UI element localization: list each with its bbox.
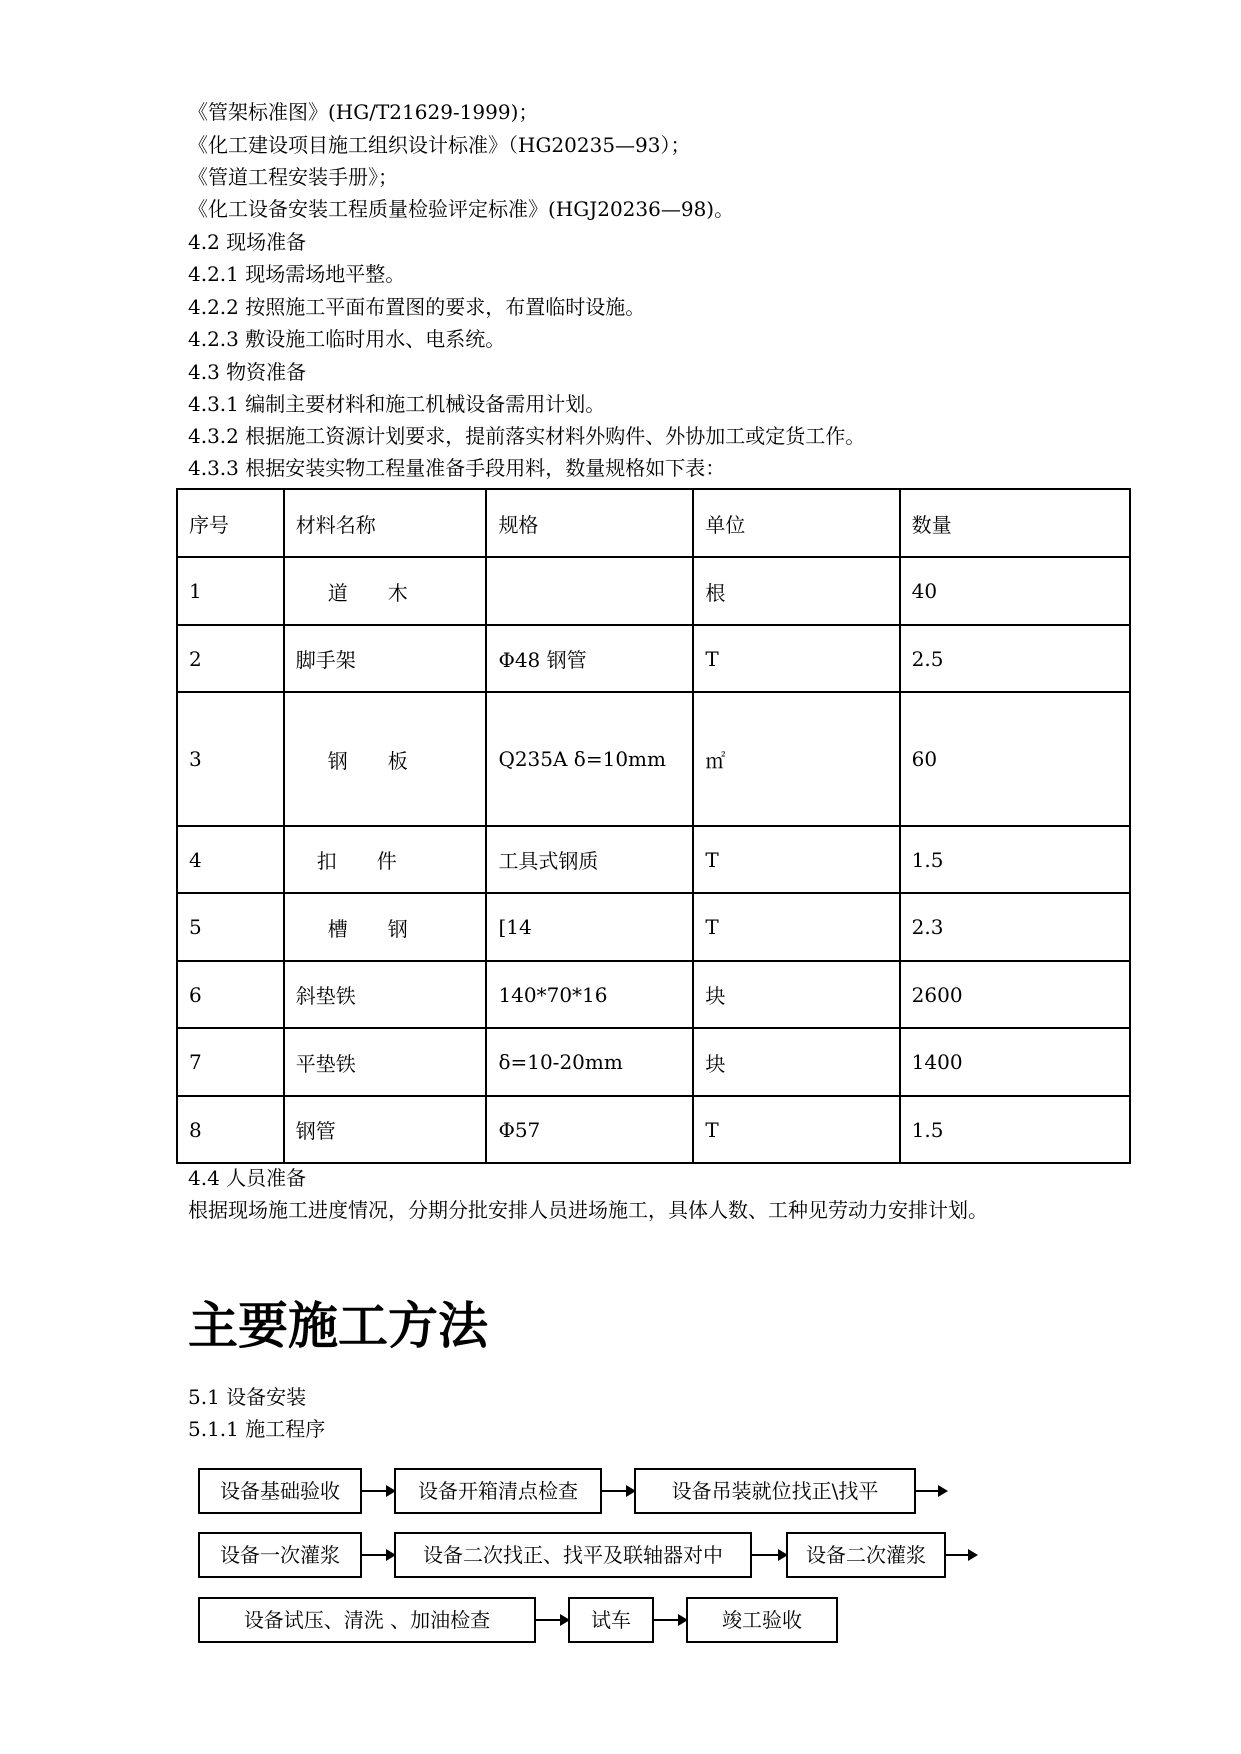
table-row: [177, 1028, 1130, 1096]
flow-step-pressure-test-cleaning: 设备试压、清洗 、加油检查: [198, 1597, 536, 1643]
section-5-1-1-title: 5.1.1 施工程序: [188, 1417, 326, 1441]
flow-step-second-alignment: 设备二次找正、找平及联轴器对中: [394, 1532, 752, 1578]
section-4-3-1: 4.3.1 编制主要材料和施工机械设备需用计划。: [188, 392, 606, 416]
table-row: [177, 625, 1130, 692]
flow-step-first-grouting: 设备一次灌浆: [198, 1532, 362, 1578]
cell-qty: 40: [900, 557, 1130, 625]
flow-arrow: [536, 1619, 568, 1621]
cell-unit: T: [693, 625, 899, 692]
cell-qty: 2600: [900, 961, 1130, 1028]
table-row: [177, 692, 1130, 826]
cell-unit: ㎡: [693, 692, 899, 826]
cell-no: 5: [177, 893, 284, 961]
cell-unit: 块: [693, 1028, 899, 1096]
cell-spec: Φ48 钢管: [486, 625, 693, 692]
flow-step-hoisting-alignment: 设备吊装就位找正\找平: [634, 1468, 916, 1514]
cell-unit: T: [693, 893, 899, 961]
cell-name: 斜垫铁: [284, 961, 487, 1028]
cell-spec: 工具式钢质: [486, 826, 693, 893]
cell-qty: 1400: [900, 1028, 1130, 1096]
header-qty: 数量: [900, 489, 1130, 557]
reference-pipe-rack-standard: 《管架标准图》(HG/T21629-1999)；: [188, 100, 539, 124]
flow-arrow: [946, 1554, 976, 1556]
cell-name: 钢管: [284, 1096, 487, 1163]
flow-step-completion-acceptance: 竣工验收: [686, 1597, 838, 1643]
cell-name: 脚手架: [284, 625, 487, 692]
section-5-1-title: 5.1 设备安装: [188, 1385, 307, 1409]
cell-qty: 2.3: [900, 893, 1130, 961]
cell-unit: 根: [693, 557, 899, 625]
table-row: [177, 893, 1130, 961]
cell-no: 3: [177, 692, 284, 826]
cell-qty: 60: [900, 692, 1130, 826]
cell-spec: 140*70*16: [486, 961, 693, 1028]
cell-unit: T: [693, 826, 899, 893]
section-4-3-2: 4.3.2 根据施工资源计划要求，提前落实材料外购件、外协加工或定货工作。: [188, 424, 866, 448]
cell-spec: δ=10-20mm: [486, 1028, 693, 1096]
flow-step-trial-run: 试车: [568, 1597, 654, 1643]
flow-arrow: [602, 1490, 634, 1492]
cell-unit: T: [693, 1096, 899, 1163]
reference-piping-manual: 《管道工程安装手册》；: [188, 165, 398, 189]
table-row: [177, 1096, 1130, 1163]
cell-no: 1: [177, 557, 284, 625]
cell-no: 6: [177, 961, 284, 1028]
cell-no: 7: [177, 1028, 284, 1096]
section-4-2-1: 4.2.1 现场需场地平整。: [188, 262, 406, 286]
main-heading: 主要施工方法: [188, 1297, 488, 1355]
section-4-2-3: 4.2.3 敷设施工临时用水、电系统。: [188, 327, 506, 351]
header-unit: 单位: [693, 489, 899, 557]
cell-name: 钢 板: [284, 692, 487, 826]
cell-spec: Φ57: [486, 1096, 693, 1163]
flow-step-second-grouting: 设备二次灌浆: [786, 1532, 946, 1578]
section-4-2-2: 4.2.2 按照施工平面布置图的要求，布置临时设施。: [188, 295, 646, 319]
section-4-2-title: 4.2 现场准备: [188, 230, 307, 254]
cell-qty: 1.5: [900, 1096, 1130, 1163]
materials-table: [176, 488, 1131, 1164]
flow-step-foundation-acceptance: 设备基础验收: [198, 1468, 362, 1514]
section-4-4-text: 根据现场施工进度情况，分期分批安排人员进场施工，具体人数、工种见劳动力安排计划。: [188, 1198, 988, 1222]
reference-quality-inspection-standard: 《化工设备安装工程质量检验评定标准》(HGJ20236—98)。: [188, 197, 735, 221]
flow-step-unpacking-inspection: 设备开箱清点检查: [394, 1468, 602, 1514]
cell-spec: Q235A δ=10mm: [486, 692, 693, 826]
flow-arrow: [916, 1490, 946, 1492]
section-4-3-title: 4.3 物资准备: [188, 360, 307, 384]
flow-arrow: [362, 1490, 394, 1492]
flow-arrow: [654, 1619, 686, 1621]
section-4-4-title: 4.4 人员准备: [188, 1166, 307, 1190]
cell-no: 4: [177, 826, 284, 893]
table-header-row: [177, 489, 1130, 557]
cell-no: 2: [177, 625, 284, 692]
cell-name: 平垫铁: [284, 1028, 487, 1096]
header-spec: 规格: [486, 489, 693, 557]
cell-name: 扣 件: [284, 826, 487, 893]
flow-arrow: [362, 1554, 394, 1556]
flow-arrow: [752, 1554, 786, 1556]
cell-spec: [486, 557, 693, 625]
header-no: 序号: [177, 489, 284, 557]
cell-qty: 1.5: [900, 826, 1130, 893]
header-material-name: 材料名称: [284, 489, 487, 557]
section-4-3-3: 4.3.3 根据安装实物工程量准备手段用料，数量规格如下表：: [188, 456, 726, 480]
table-row: [177, 961, 1130, 1028]
reference-construction-organization-standard: 《化工建设项目施工组织设计标准》（HG20235—93）；: [188, 133, 691, 157]
cell-spec: [14: [486, 893, 693, 961]
cell-name: 道 木: [284, 557, 487, 625]
cell-qty: 2.5: [900, 625, 1130, 692]
cell-no: 8: [177, 1096, 284, 1163]
table-row: [177, 557, 1130, 625]
cell-unit: 块: [693, 961, 899, 1028]
table-row: [177, 826, 1130, 893]
cell-name: 槽 钢: [284, 893, 487, 961]
